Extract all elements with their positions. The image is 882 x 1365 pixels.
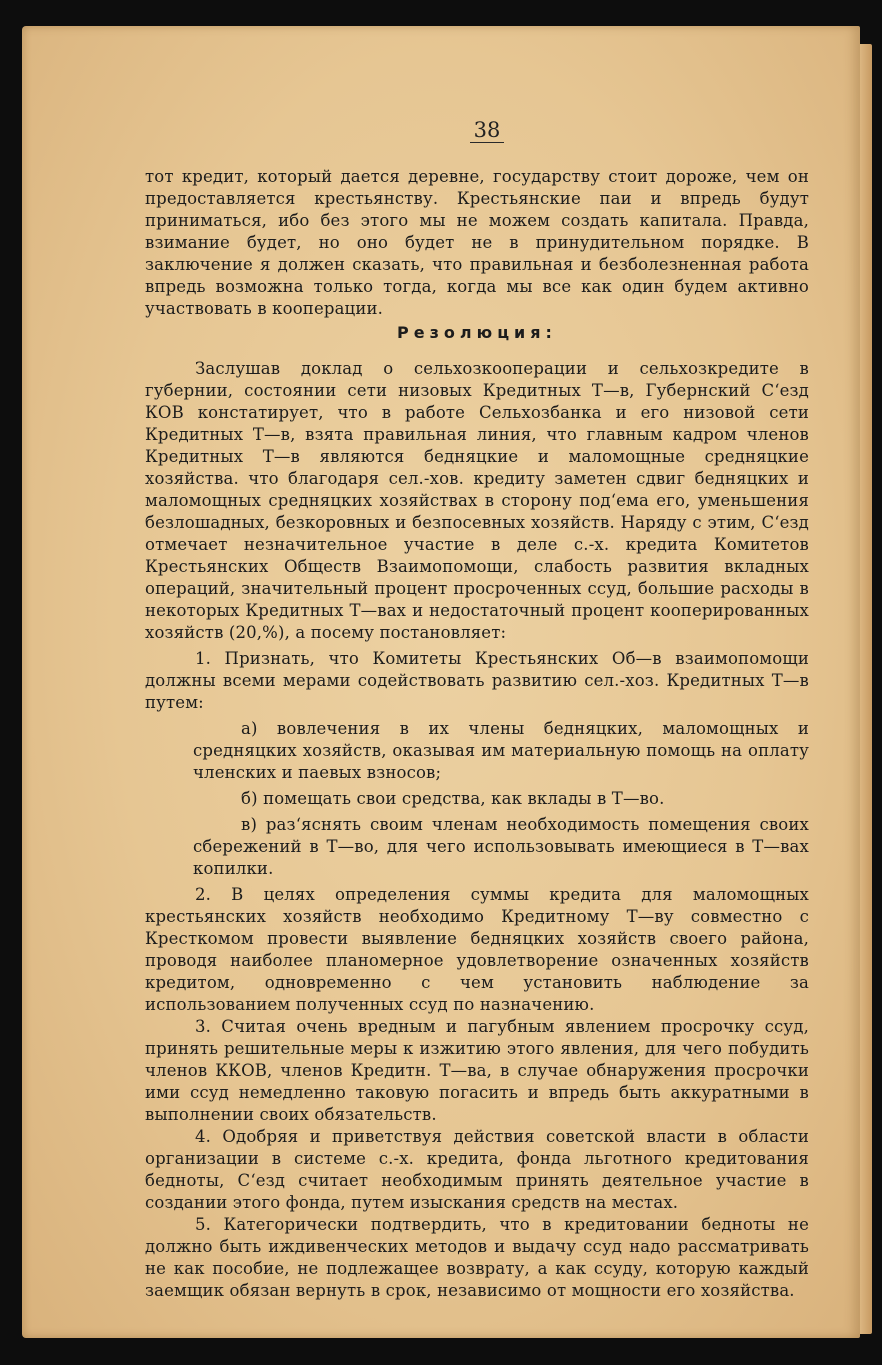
item-2: 2. В целях определения суммы кредита для маломощных крестьянских хозяйств необходимо Кредитному Т—ву совместно с Кресткомом провести выявление бедняцких хозяйств своего района, проводя наиболее планомерное удовлетворение означенных хозяйств кредитом, одновременно с чем установить наблюдение за использованием полученных ссуд по назначению. bbox=[145, 885, 809, 1014]
item-4: 4. Одобряя и приветствуя действия советской власти в области организации в системе с.-х. кредита, фонда льготного кредитования бедноты, С‘езд считает необходимым принять деятельное участие в создании этого фонда, путем изыскания средств на местах. bbox=[145, 1127, 809, 1212]
page-number: 38 bbox=[470, 118, 504, 143]
intro-paragraph bbox=[145, 166, 809, 320]
resolution-heading: Резолюция: bbox=[397, 323, 557, 342]
item-3: 3. Считая очень вредным и пагубным явлением просрочку ссуд, принять решительные меры к изжитию этого явления, для чего побудить членов ККОВ, членов Кредитн. Т—ва, в случае обнаружения просрочки ими ссуд немедленно таковую погасить и впредь быть аккуратными в выполнении своих обязательств. bbox=[145, 1017, 809, 1124]
preamble-paragraph: Заслушав доклад о сельхозкооперации и сельхозкредите в губернии, состоянии сети низовых Кредитных Т—в, Губернский С‘езд КОВ констатирует, что в работе Сельхозбанка и его низовой сети Кредитных Т—в, взята правильная линия, что главным кадром членов Кредитных Т—в являются бедняцкие и маломощные средняцкие хозяйства. что благодаря сел.-хов. кредиту заметен сдвиг бедняцких и маломощных средняцких хозяйствах в сторону под‘ема его, уменьшения безлошадных, безкоровных и безпосевных хозяйств. Наряду с этим, С‘езд отмечает незначительное участие в деле с.-х. кредита Комитетов Крестьянских Обществ Взаимопомощи, слабость развития вкладных операций, значительный процент просроченных ссуд, большие расходы в некоторых Кредитных Т—вах и недостаточный процент кооперированных хозяйств (20,%), а посему постановляет: bbox=[145, 359, 809, 642]
resolution-body bbox=[145, 358, 809, 1302]
item-1c: в) раз‘яснять своим членам необходимость помещения своих сбережений в Т—во, для чего использовывать имеющиеся в Т—вах копилки. bbox=[193, 815, 809, 878]
item-1a: а) вовлечения в их члены бедняцких, маломощных и средняцких хозяйств, оказывая им материальную помощь на оплату членских и паевых взносов; bbox=[193, 719, 809, 782]
item-1: 1. Признать, что Комитеты Крестьянских Об—в взаимопомощи должны всеми мерами содействовать развитию сел.-хоз. Кредитных Т—в путем: bbox=[145, 649, 809, 712]
item-1-subitems bbox=[145, 718, 809, 880]
item-5: 5. Категорически подтвердить, что в кредитовании бедноты не должно быть иждивенческих методов и выдачу ссуд надо рассматривать не как пособие, не подлежащее возврату, а как ссуду, которую каждый заемщик обязан вернуть в срок, независимо от мощности его хозяйства. bbox=[145, 1215, 809, 1300]
item-1b: б) помещать свои средства, как вклады в Т—во. bbox=[241, 789, 665, 808]
intro-text: тот кредит, который дается деревне, государству стоит дороже, чем он предоставляется крестьянству. Крестьянские паи и впредь будут приниматься, ибо без этого мы не можем создать капитала. Правда, взимание будет, но оно будет не в принудительном порядке. В заключение я должен сказать, что правильная и безболезненная работа впредь возможна только тогда, когда мы все как один будем активно участвовать в кооперации. bbox=[145, 167, 809, 318]
